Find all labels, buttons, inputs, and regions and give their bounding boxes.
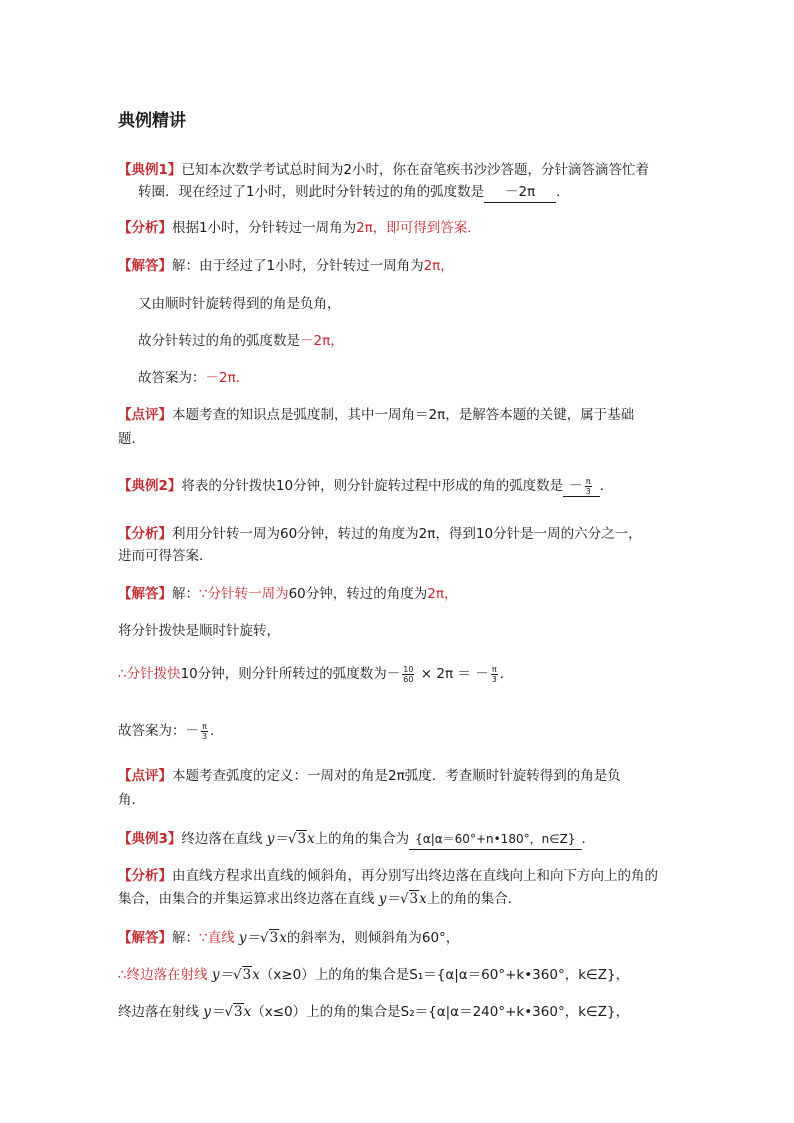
ex3-solution-tag: 【解答】 — [118, 930, 172, 946]
ex2-solution-line2: 将分针拨快是顺时针旋转， — [118, 623, 280, 639]
ex3-sqrt: √3 — [287, 831, 307, 847]
ex2-sol-mid3: 10分钟，则分针所转过的弧度数为 — [180, 666, 387, 682]
ex2-answer-blank — [563, 476, 600, 497]
ex2-fraction-10-60 — [402, 665, 414, 684]
ex2-f2-sign: － — [475, 666, 489, 682]
ex1-question-text1: 已知本次数学考试总时间为2小时，你在奋笔疾书沙沙答题，分针滴答滴答忙着 — [181, 162, 649, 178]
ex3-sqrt-rad: 3 — [297, 831, 307, 847]
ex1-analysis-tag: 【分析】 — [118, 220, 172, 236]
ex1-question-line1 — [118, 160, 649, 180]
ex3-analysis-text2b: 上的角的集合． — [426, 891, 522, 907]
ex2-sol4-fraction — [201, 722, 208, 741]
ex1-solution-line2: 又由顺时针旋转得到的角是负角， — [138, 296, 341, 312]
ex2-times: × 2π ＝ — [420, 666, 471, 682]
ex1-analysis-red: 2π，即可得到答案． — [356, 220, 481, 236]
ex3-a-sqrt: √3 — [399, 891, 419, 907]
ex2-answer-den: 3 — [585, 486, 591, 496]
ex3-analysis-text1: 由直线方程求出直线的倾斜角，再分别写出终边落在直线向上和向下方向上的角的 — [172, 868, 658, 884]
ex1-sol-red1: 2π， — [423, 258, 454, 274]
ex3-s3-sqrt-rad: 3 — [234, 1004, 243, 1020]
ex3-s2-cond: （x≥0） — [259, 967, 315, 983]
ex2-sol4-end: ． — [210, 723, 224, 739]
ex2-answer-fraction — [585, 477, 592, 496]
ex2-sol-text4: 故答案为： — [118, 723, 186, 739]
ex3-end: ． — [581, 831, 595, 847]
ex2-comment-line1 — [118, 766, 621, 786]
ex1-comment-tag: 【点评】 — [118, 407, 172, 423]
ex2-analysis-tag: 【分析】 — [118, 526, 172, 542]
ex2-fraction-pi-3 — [491, 665, 498, 684]
ex2-question-text: 将表的分针拨快10分钟，则分针旋转过程中形成的角的弧度数是 — [181, 478, 564, 494]
ex2-f2-end: ． — [499, 666, 514, 682]
ex1-comment-text1: 本题考查的知识点是弧度制，其中一周角＝2π，是解答本题的关键，属于基础 — [172, 407, 635, 423]
ex3-sol-pre3: 终边落在射线 — [118, 1004, 199, 1020]
ex3-s2-y-eq: y＝ — [211, 967, 234, 983]
ex2-solution-line4 — [118, 721, 224, 741]
section-title: 典例精讲 — [118, 111, 186, 131]
ex3-analysis-line1 — [118, 866, 658, 886]
ex3-s3-y-eq: y＝ — [203, 1004, 225, 1020]
ex2-sol4-sign: － — [185, 723, 199, 739]
ex1-sol-text3: 故分针转过的角的弧度数是 — [138, 333, 300, 349]
ex1-question-line2 — [138, 182, 570, 203]
ex1-sol-text1: 解：由于经过了1小时，分针转过一周角为 — [172, 258, 424, 274]
ex2-sol-red1: ∵分针转一周为 — [199, 586, 289, 602]
ex3-s3-set: S₂＝{α|α＝240°+k•360°，k∈Z}， — [400, 1004, 630, 1020]
ex3-analysis-line2 — [118, 889, 521, 909]
ex3-tag: 【典例3】 — [118, 831, 182, 847]
ex3-s2-post: 上的角的集合是 — [314, 967, 410, 983]
ex1-solution-tag: 【解答】 — [118, 258, 172, 274]
ex3-analysis-tag: 【分析】 — [118, 868, 172, 884]
ex2-sol4-num: π — [202, 721, 207, 731]
ex2-sol-text1: 解： — [172, 586, 199, 602]
ex3-sol-pre1: 解： — [172, 930, 199, 946]
ex2-comment-line2: 角． — [118, 792, 145, 808]
ex1-sol-red4: －2π． — [205, 370, 250, 386]
ex2-sol-red1b: 2π， — [427, 586, 458, 602]
ex3-s2-x: x — [252, 967, 260, 983]
ex3-s2-sqrt-rad: 3 — [242, 967, 252, 983]
ex3-s1-y-eq: y＝ — [238, 930, 261, 946]
ex2-f1-num: 10 — [403, 664, 414, 674]
ex3-sol-post1: 的斜率为，则倾斜角为60°， — [286, 930, 460, 946]
ex3-a-sqrt-rad: 3 — [409, 891, 419, 907]
ex3-x: x — [307, 831, 315, 847]
ex1-solution-line1 — [118, 256, 454, 276]
ex2-analysis-text1: 利用分针转一周为60分钟，转过的角度为2π，得到10分针是一周的六分之一， — [172, 526, 642, 542]
ex1-comment-line2: 题． — [118, 431, 145, 447]
ex3-s3-x: x — [243, 1004, 252, 1020]
ex1-comment-line1 — [118, 405, 634, 425]
ex3-s1-sqrt: √3 — [260, 930, 279, 946]
ex2-solution-line1 — [118, 584, 458, 604]
ex2-comment-text1: 本题考查弧度的定义：一周对的角是2π弧度．考查顺时针旋转得到的角是负 — [172, 768, 621, 784]
ex3-y-eq: y＝ — [266, 831, 288, 847]
ex2-end: ． — [599, 478, 614, 494]
ex2-sol-red3: ∴分针拨快 — [118, 666, 181, 682]
ex2-tag: 【典例2】 — [118, 478, 182, 494]
ex3-analysis-text2: 集合，由集合的并集运算求出终边落在直线 — [118, 891, 375, 907]
ex3-solution-line3 — [118, 1002, 629, 1022]
ex3-s3-cond: （x≤0） — [251, 1004, 307, 1020]
ex2-answer-num: π — [585, 476, 591, 486]
ex3-solution-line1 — [118, 928, 459, 948]
ex3-a-y-eq: y＝ — [378, 891, 400, 907]
ex1-analysis — [118, 218, 481, 238]
ex3-s3-sqrt: √3 — [224, 1004, 243, 1020]
ex3-s1-x: x — [279, 930, 287, 946]
ex1-tag: 【典例1】 — [118, 162, 182, 178]
ex3-q-pre: 终边落在直线 — [181, 831, 263, 847]
ex2-answer-sign: － — [569, 478, 583, 494]
ex1-sol-text4: 故答案为： — [138, 370, 206, 386]
ex2-solution-line3 — [118, 664, 513, 684]
ex1-solution-line3 — [138, 331, 344, 351]
ex1-question-text2: 转圈．现在经过了1小时，则此时分针转过的角的弧度数是 — [138, 184, 485, 200]
ex3-s3-post: 上的角的集合是 — [306, 1004, 401, 1020]
ex3-a-x: x — [419, 891, 427, 907]
ex1-analysis-text: 根据1小时，分针转过一周角为 — [172, 220, 357, 236]
ex3-s1-sqrt-rad: 3 — [269, 930, 279, 946]
ex2-analysis-line2: 进而可得答案． — [118, 548, 213, 564]
ex1-answer-blank: －2π — [484, 182, 556, 203]
ex1-solution-line4 — [138, 368, 249, 388]
ex2-solution-tag: 【解答】 — [118, 586, 172, 602]
ex3-solution-line2 — [118, 965, 629, 985]
ex2-f2-den: 3 — [491, 674, 497, 684]
ex2-sol-mid1: 60分钟，转过的角度为 — [288, 586, 428, 602]
ex2-analysis-line1 — [118, 524, 642, 544]
ex3-sol-red2: ∴终边落在射线 — [118, 967, 208, 983]
ex3-s2-sqrt: √3 — [233, 967, 252, 983]
ex1-end: ． — [556, 184, 570, 200]
ex2-comment-tag: 【点评】 — [118, 768, 172, 784]
ex3-question — [118, 829, 595, 850]
ex3-answer-blank: {α|α＝60°+n•180°，n∈Z} — [409, 829, 581, 850]
ex2-question — [118, 476, 613, 497]
ex2-f1-den: 60 — [403, 674, 414, 684]
ex1-sol-red3: －2π， — [300, 333, 344, 349]
ex2-sol4-den: 3 — [202, 731, 208, 741]
ex2-f2-num: π — [491, 664, 497, 674]
ex3-q-post: 上的角的集合为 — [314, 831, 410, 847]
ex2-f1-sign: － — [386, 666, 401, 682]
ex3-sol-red1: ∵直线 — [199, 930, 235, 946]
ex3-s2-set: S₁＝{α|α＝60°+k•360°，k∈Z}， — [409, 967, 630, 983]
